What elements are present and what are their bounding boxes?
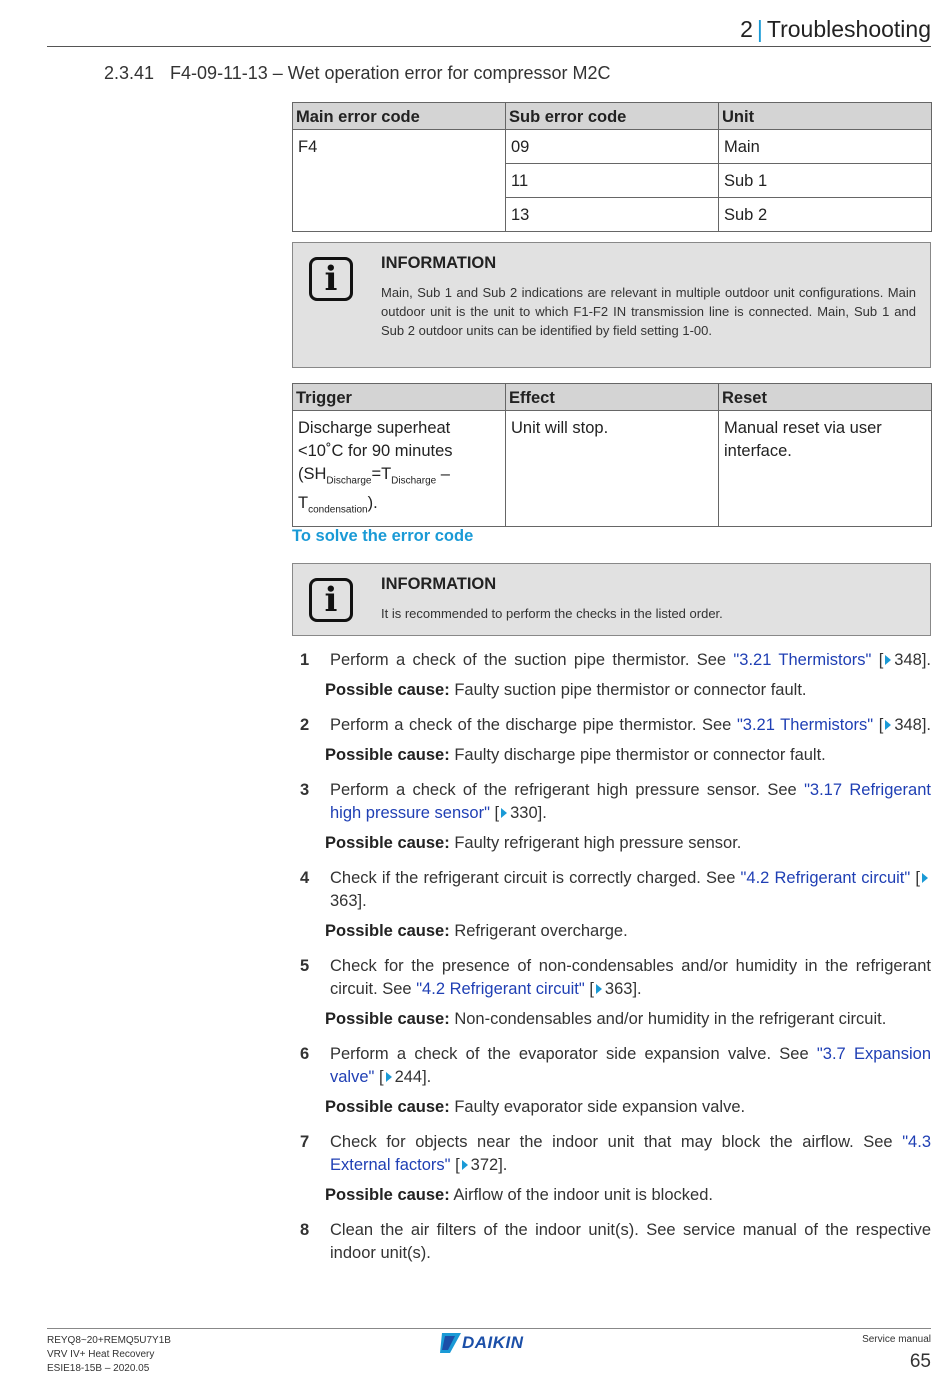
list-item <box>300 867 931 943</box>
cause-text: Airflow of the indoor unit is blocked. <box>449 1186 713 1204</box>
page-ref: 363 <box>330 892 358 910</box>
footer-page-info <box>862 1334 931 1373</box>
trigger-effect-reset-table <box>292 383 932 527</box>
cause-label: Possible cause: <box>325 834 450 852</box>
step-text <box>330 714 931 737</box>
bracket-open: [ <box>584 980 594 998</box>
table-row <box>293 164 932 198</box>
step-text <box>330 955 931 1001</box>
bracket-close: ]. <box>632 980 642 998</box>
page-ref-arrow-icon <box>922 873 928 883</box>
information-heading: INFORMATION <box>381 575 497 593</box>
cause-text: Faulty discharge pipe thermistor or connector fault. <box>454 746 826 764</box>
information-text: It is recommended to perform the checks in the listed order. <box>381 606 723 621</box>
external-factors-link[interactable]: "4.3 External factors" <box>330 1133 931 1174</box>
possible-cause <box>325 1184 931 1207</box>
header-unit: Unit <box>719 103 932 130</box>
step-number: 3 <box>300 781 310 799</box>
list-item <box>300 779 931 855</box>
page-ref: 330 <box>510 804 538 822</box>
step-text <box>330 1131 931 1177</box>
step-number: 4 <box>300 869 310 887</box>
unit-cell: Sub 1 <box>719 164 932 198</box>
thermistors-link[interactable]: "3.21 Thermistors" <box>733 651 872 669</box>
list-item <box>300 649 931 702</box>
section-title-text: F4-09-11-13 – Wet operation error for compressor M2C <box>170 63 611 83</box>
possible-cause <box>325 832 931 855</box>
page-ref: 372 <box>470 1156 499 1174</box>
step-number: 5 <box>300 957 310 975</box>
possible-cause <box>325 1008 931 1031</box>
cause-text: Faulty refrigerant high pressure sensor. <box>454 834 742 852</box>
page-ref: 348 <box>894 651 922 669</box>
step-number: 2 <box>300 716 310 734</box>
bracket-open: [ <box>489 804 500 822</box>
list-item <box>300 1043 931 1119</box>
possible-cause <box>325 679 931 702</box>
bracket-close: ]. <box>921 651 931 669</box>
information-text: Main, Sub 1 and Sub 2 indications are relevant in multiple outdoor unit configurations. Main outdoor unit is the unit to which F1-F2 IN transmission line is connected. Main, Sub 1 and Sub 2 outdoor units can be identified by field setting 1-00. <box>381 285 916 338</box>
table-row <box>293 411 932 527</box>
main-error-code-cell: F4 <box>293 130 506 164</box>
formula-close: ). <box>367 494 378 513</box>
step-number: 6 <box>300 1045 310 1063</box>
error-code-table <box>292 102 932 232</box>
formula-open: (SH <box>298 465 327 483</box>
possible-cause <box>325 1096 931 1119</box>
daikin-logo-icon <box>440 1333 462 1353</box>
information-icon: i <box>309 257 353 301</box>
table-row <box>293 198 932 232</box>
table-row <box>293 130 932 164</box>
daikin-logo-text: DAIKIN <box>462 1333 524 1352</box>
page-ref-arrow-icon <box>885 720 891 730</box>
bracket-close: ]. <box>498 1156 508 1174</box>
list-item <box>300 1131 931 1207</box>
table-header-row <box>293 384 932 411</box>
cause-text: Faulty suction pipe thermistor or connector fault. <box>449 681 807 699</box>
cause-text: Refrigerant overcharge. <box>454 922 628 940</box>
page-ref-arrow-icon <box>386 1072 392 1082</box>
cause-label: Possible cause: <box>325 681 450 699</box>
header-reset: Reset <box>719 384 932 411</box>
bracket-open: [ <box>873 716 884 734</box>
empty-cell <box>293 198 506 232</box>
formula-sub-condensation: condensation <box>308 504 368 516</box>
cause-label: Possible cause: <box>325 922 450 940</box>
thermistors-link[interactable]: "3.21 Thermistors" <box>736 716 874 734</box>
step-instruction: Perform a check of the evaporator side expansion valve. See <box>330 1045 817 1063</box>
cause-label: Possible cause: <box>325 1186 450 1204</box>
bracket-close: ]. <box>921 716 932 734</box>
header-trigger: Trigger <box>293 384 506 411</box>
refrigerant-circuit-link[interactable]: "4.2 Refrigerant circuit" <box>740 869 911 887</box>
trigger-cell <box>293 411 506 527</box>
page-ref-arrow-icon <box>501 808 507 818</box>
footer-manual-type: Service manual <box>862 1334 931 1345</box>
footer-document-info <box>47 1334 171 1376</box>
sub-error-code-cell: 11 <box>506 164 719 198</box>
section-number: 2.3.41 <box>104 63 155 83</box>
page-ref: 348 <box>894 716 922 734</box>
header-main-error-code: Main error code <box>293 103 506 130</box>
possible-cause <box>325 744 931 767</box>
step-text <box>330 1043 931 1089</box>
bracket-close: ]. <box>422 1068 432 1086</box>
cause-label: Possible cause: <box>325 1010 450 1028</box>
header-separator: | <box>756 16 763 42</box>
chapter-title: Troubleshooting <box>766 16 931 42</box>
chapter-number: 2 <box>740 16 753 42</box>
step-instruction: Perform a check of the refrigerant high pressure sensor. See <box>330 781 805 799</box>
step-instruction: Check for objects near the indoor unit that may block the airflow. See <box>330 1133 903 1151</box>
formula-t: T <box>298 494 309 513</box>
effect-cell: Unit will stop. <box>506 411 719 527</box>
page-ref: 363 <box>604 980 633 998</box>
steps-list <box>300 649 931 1272</box>
unit-cell: Main <box>719 130 932 164</box>
solve-heading: To solve the error code <box>292 527 474 545</box>
reset-cell: Manual reset via user interface. <box>719 411 932 527</box>
refrigerant-circuit-link[interactable]: "4.2 Refrigerant circuit" <box>416 980 585 998</box>
page-ref-arrow-icon <box>462 1160 468 1170</box>
header-effect: Effect <box>506 384 719 411</box>
empty-cell <box>293 164 506 198</box>
step-number: 1 <box>300 651 310 669</box>
step-text <box>330 649 931 672</box>
sub-error-code-cell: 13 <box>506 198 719 232</box>
high-pressure-sensor-link[interactable]: "3.17 Refrigerant high pressure sensor" <box>330 781 931 822</box>
bracket-close: ]. <box>537 804 547 822</box>
page-ref-arrow-icon <box>885 655 891 665</box>
footer-divider <box>47 1328 931 1329</box>
step-number: 7 <box>300 1133 310 1151</box>
page-ref-arrow-icon <box>596 984 602 994</box>
bracket-open: [ <box>910 869 920 887</box>
step-instruction: Perform a check of the suction pipe thermistor. See <box>330 651 734 669</box>
information-box-2 <box>292 563 931 636</box>
page-number: 65 <box>909 1351 931 1372</box>
step-number: 8 <box>300 1221 310 1239</box>
page-header <box>740 16 931 43</box>
footer-product: VRV IV+ Heat Recovery <box>47 1349 155 1360</box>
list-item <box>300 714 931 767</box>
step-instruction: Check if the refrigerant circuit is correctly charged. See <box>330 869 741 887</box>
section-title <box>104 63 611 84</box>
header-divider <box>47 46 931 47</box>
sub-error-code-cell: 09 <box>506 130 719 164</box>
expansion-valve-link[interactable]: "3.7 Expansion valve" <box>330 1045 931 1086</box>
bracket-open: [ <box>450 1156 460 1174</box>
header-sub-error-code: Sub error code <box>506 103 719 130</box>
trigger-line-2: <10˚C for 90 minutes <box>298 442 453 460</box>
footer-doc: ESIE18-15B – 2020.05 <box>47 1363 150 1374</box>
step-instruction: Check for the presence of non-condensables and/or humidity in the refrigerant circuit. See <box>330 957 931 998</box>
step-text <box>330 779 931 825</box>
formula-sub-discharge-2: Discharge <box>391 475 437 487</box>
bracket-open: [ <box>871 651 884 669</box>
formula-sub-discharge: Discharge <box>326 475 372 487</box>
possible-cause <box>325 920 931 943</box>
information-box <box>292 242 931 368</box>
list-item <box>300 1219 931 1265</box>
cause-text: Faulty evaporator side expansion valve. <box>454 1098 746 1116</box>
formula-equals: =T <box>371 465 392 483</box>
information-heading: INFORMATION <box>381 254 497 272</box>
table-header-row <box>293 103 932 130</box>
page-ref: 244 <box>394 1068 423 1086</box>
trigger-line-1: Discharge superheat <box>298 419 451 437</box>
unit-cell: Sub 2 <box>719 198 932 232</box>
cause-label: Possible cause: <box>325 746 450 764</box>
step-text <box>330 867 931 913</box>
information-icon: i <box>309 578 353 622</box>
step-instruction: Perform a check of the discharge pipe thermistor. See <box>330 716 737 734</box>
list-item <box>300 955 931 1031</box>
step-text: Clean the air filters of the indoor unit(s). See service manual of the respective indoor unit(s). <box>330 1221 931 1262</box>
bracket-close: ]. <box>357 892 367 910</box>
cause-label: Possible cause: <box>325 1098 450 1116</box>
formula-minus: – <box>436 465 450 483</box>
daikin-logo <box>440 1333 540 1355</box>
bracket-open: [ <box>374 1068 384 1086</box>
cause-text: Non-condensables and/or humidity in the refrigerant circuit. <box>454 1010 887 1028</box>
footer-model: REYQ8~20+REMQ5U7Y1B <box>47 1335 171 1346</box>
trigger-formula <box>298 465 450 516</box>
